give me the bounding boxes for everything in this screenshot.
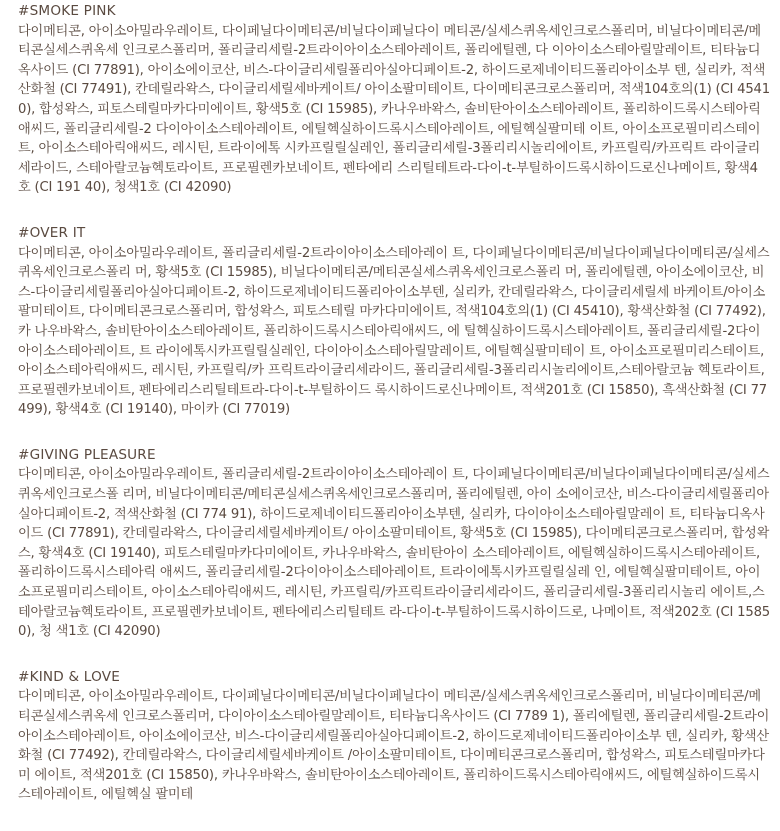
section-title: #SMOKE PINK (18, 3, 116, 19)
ingredient-list: 다이메티콘, 아이소아밀라우레이트, 폴리글리세릴-2트라이아이소스테아레이 트, 다이페닐다이메티콘/비닐다이페닐다이메티콘/실세스퀴옥세인크로스폴 리머, 비닐다이메티콘/메티콘실세스퀴옥세인크로스폴리머, 폴리에틸렌, 아이 소에이코산, 비스-다이글리세릴폴리아실아디페이트-2, 적색산화철 (CI 774 91), 하이드로제네이티드폴리아이소부텐, 실리카, 다이아이소스테아릴말레이 트, 티타늄디옥사이드 (CI 77891), 칸데릴라왁스, 다이글리세릴세바케이트/ 아이소팔미테이트, 황색5호 (CI 15985), 다이메티콘크로스폴리머, 합성왁스, 황색4호 (CI 19140), 피토스테릴마카다미에이트, 카나우바왁스, 솔비탄아이 소스테아레이트, 에틸헥실하이드록시스테아레이트, 폴리하이드록시스테아릭 애씨드, 폴리글리세릴-2다이아이소스테아레이트, 트라이에톡시카프릴릴실레 인, 에틸헥실팔미테이트, 아이소프로필미리스테이트, 아이소스테아릭애씨드, 레시틴, 카프릴릭/카프릭트라이글리세라이드, 폴리글리세릴-3폴리리시놀리 에이트,스테아랄코늄헥토라이트, 프로필렌카보네이트, 펜타에리스리틸테트 라-다이-t-부틸하이드록시하이드로, 나메이트, 적색202호 (CI 15850), 청 색1호 (CI 42090) (18, 467, 770, 640)
section-title: #OVER IT (18, 224, 86, 241)
section-giving-pleasure (18, 446, 770, 642)
ingredient-document (18, 2, 770, 831)
section-kind-and-love (18, 668, 770, 805)
ingredient-list: 다이메티콘, 아이소아밀라우레이트, 다이페닐다이메티콘/비닐다이페닐다이 메티콘/실세스퀴옥세인크로스폴리머, 비닐다이메티콘/메티콘실세스퀴옥세 인크로스폴리머, 폴리글리세릴-2트라이아이소스테아레이트, 폴리에틸렌, 다 이아이소스테아릴말레이트, 티타늄디옥사이드 (CI 77891), 아이소에이코산, 비스-다이글리세릴폴리아실아디페이트-2, 하이드로제네이티드폴리아이소부 텐, 실리카, 적색산화철 (CI 77491), 칸데릴라왁스, 다이글리세릴세바케이트/ 아이소팔미테이트, 다이메티콘크로스폴리머, 적색104호의(1) (CI 45410), 합성왁스, 피토스테릴마카다미에이트, 황색5호 (CI 15985), 카나우바왁스, 솔비탄아이소스테아레이트, 폴리하이드록시스테아릭애씨드, 폴리글리세릴-2 다이아이소스테아레이트, 에틸헥실하이드록시스테아레이트, 에틸헥실팔미테 이트, 아이소프로필미리스테이트, 아이소스테아릭애씨드, 레시틴, 트라이에톡 시카프릴릴실레인, 폴리글리세릴-3폴리리시놀리에이트, 카프릴릭/카프릭트 라이글리세라이드, 스테아랄코늄헥토라이트, 프로필렌카보네이트, 펜타에리 스리틸테트라-다이-t-부틸하이드록시하이드로신나메이트, 황색4호 (CI 191 40), 청색1호 (CI 42090) (18, 23, 770, 196)
ingredient-list: 다이메티콘, 아이소아밀라우레이트, 폴리글리세릴-2트라이아이소스테아레이 트, 다이페닐다이메티콘/비닐다이페닐다이메티콘/실세스퀴옥세인크로스폴리 머, 황색5호 (CI 15985), 비닐다이메티콘/메티콘실세스퀴옥세인크로스폴리 머, 폴리에틸렌, 아이소에이코산, 비스-다이글리세릴폴리아실아디페이트-2, 하이드로제네이티드폴리아이소부텐, 실리카, 칸데릴라왁스, 다이글리세릴세 바케이트/아이소팔미테이트, 다이메티콘크로스폴리머, 합성왁스, 피토스테릴 마카다미에이트, 적색104호의(1) (CI 45410), 황색산화철 (CI 77492), 카 나우바왁스, 솔비탄아이소스테아레이트, 폴리하이드록시스테아릭애씨드, 에 틸헥실하이드록시스테아레이트, 폴리글리세릴-2다이아이소스테아레이트, 트 라이에톡시카프릴릴실레인, 다이아이소스테아릴말레이트, 에틸헥실팔미테이 트, 아이소프로필미리스테이트, 아이소스테아릭애씨드, 레시틴, 카프릴릭/카 프릭트라이글리세라이드, 폴리글리세릴-3폴리리시놀리에이트,스테아랄코늄 헥토라이트, 프로필렌카보네이트, 펜타에리스리틸테트라-다이-t-부틸하이드 록시하이드로신나메이트, 적색201호 (CI 15850), 흑색산화철 (CI 77499), 황색4호 (CI 19140), 마이카 (CI 77019) (18, 245, 770, 418)
section-over-it (18, 224, 770, 420)
section-title: #GIVING PLEASURE (18, 446, 156, 463)
section-title: #KIND & LOVE (18, 668, 121, 685)
section-smoke-pink (18, 2, 770, 198)
ingredient-list: 다이메티콘, 아이소아밀라우레이트, 다이페닐다이메티콘/비닐다이페닐다이 메티콘/실세스퀴옥세인크로스폴리머, 비닐다이메티콘/메티콘실세스퀴옥세 인크로스폴리머, 다이아이소스테아릴말레이트, 티타늄디옥사이드 (CI 7789 1), 폴리에틸렌, 폴리글리세릴-2트라이아이소스테아레이트, 아이소에이코산, 비스-다이글리세릴폴리아실아디페이트-2, 하이드로제네이티드폴리아이소부 텐, 실리카, 황색산화철 (CI 77492), 칸데릴라왁스, 다이글리세릴세바케이트 /아이소팔미테이트, 다이메티콘크로스폴리머, 합성왁스, 피토스테릴마카다미 에이트, 적색201호 (CI 15850), 카나우바왁스, 솔비탄아이소스테아레이트, 폴리하이드록시스테아릭애씨드, 에틸헥실하이드록시스테아레이트, 에틸헥실 팔미테 (18, 689, 770, 803)
